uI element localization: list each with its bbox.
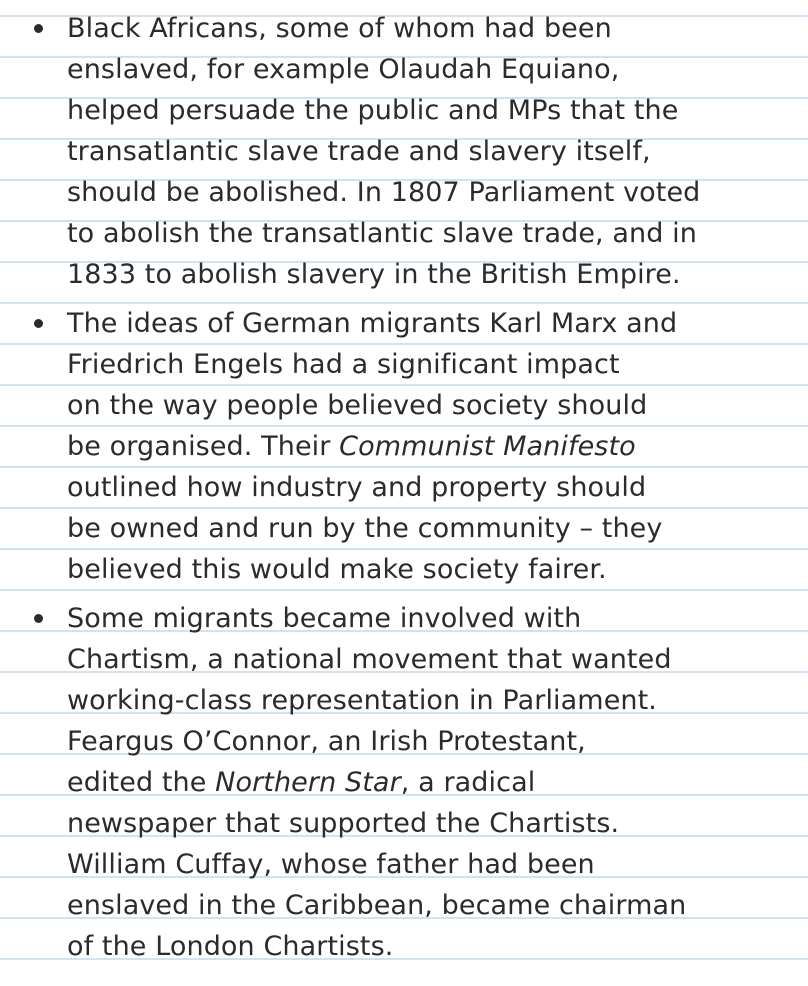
text-segment: working-class representation in Parliament. [67,685,657,716]
text-line [67,639,800,680]
text-segment: helped persuade the public and MPs that the [67,95,679,126]
text-line [67,344,800,385]
text-line [67,885,800,926]
italic-title-text: Communist Manifesto [339,431,636,462]
text-segment: Black Africans, some of whom had been [67,13,612,44]
text-line [67,598,800,639]
text-line [67,467,800,508]
text-segment: to abolish the transatlantic slave trade, and in [67,218,697,249]
text-segment: edited the [67,767,216,798]
text-segment: be owned and run by the community – they [67,513,663,544]
text-line [67,844,800,885]
text-line [67,926,800,967]
text-line [67,680,800,721]
text-segment: 1833 to abolish slavery in the British Empire. [67,259,681,290]
text-line [67,721,800,762]
text-segment: Feargus O’Connor, an Irish Protestant, [67,726,586,757]
text-segment: believed this would make society fairer. [67,554,607,585]
text-segment: Chartism, a national movement that wanted [67,644,672,675]
text-line [67,385,800,426]
text-line [67,90,800,131]
text-segment: should be abolished. In 1807 Parliament voted [67,177,701,208]
text-segment: , a radical [400,767,536,798]
text-line [67,549,800,590]
text-line [67,131,800,172]
text-line [67,254,800,295]
text-line [67,508,800,549]
bullet-dot-icon [34,614,43,623]
bullet-point [0,8,808,295]
bullet-dot-icon [34,24,43,33]
text-segment: enslaved, for example Olaudah Equiano, [67,54,620,85]
text-segment: William Cuffay, whose father had been [67,849,595,880]
text-line [67,803,800,844]
bullet-point [0,303,808,590]
text-segment: of the London Chartists. [67,931,394,962]
text-line [67,303,800,344]
text-line [67,172,800,213]
text-segment: on the way people believed society should [67,390,648,421]
text-segment: The ideas of German migrants Karl Marx and [67,308,678,339]
text-segment: outlined how industry and property should [67,472,647,503]
text-line [67,426,800,467]
text-line [67,8,800,49]
text-segment: Friedrich Engels had a significant impact [67,349,620,380]
italic-title-text: Northern Star [215,767,401,798]
text-line [67,762,800,803]
text-line [67,49,800,90]
text-segment: enslaved in the Caribbean, became chairman [67,890,687,921]
text-segment: newspaper that supported the Chartists. [67,808,620,839]
text-segment: Some migrants became involved with [67,603,582,634]
bullet-point [0,598,808,967]
text-segment: transatlantic slave trade and slavery itself, [67,136,651,167]
bullet-list [0,8,808,967]
bullet-dot-icon [34,319,43,328]
text-line [67,213,800,254]
text-segment: be organised. Their [67,431,340,462]
